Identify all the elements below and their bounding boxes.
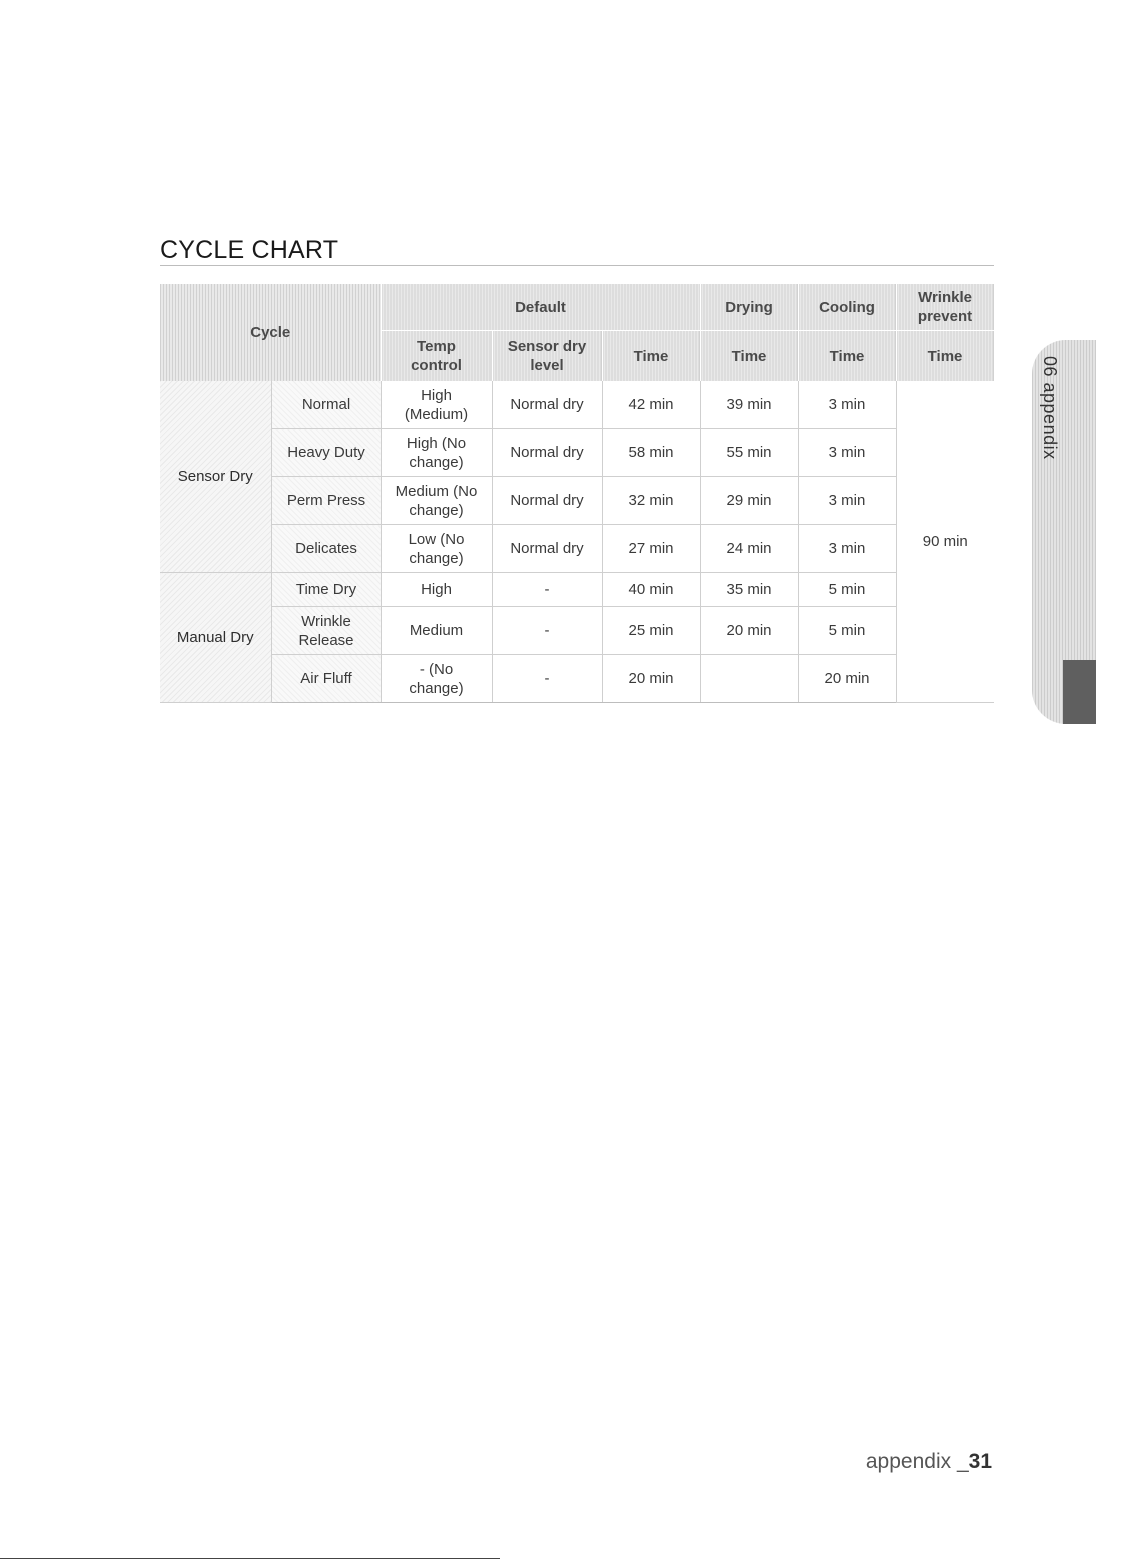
cycle-name: Perm Press bbox=[271, 477, 381, 525]
default-time: 32 min bbox=[602, 477, 700, 525]
default-time: 20 min bbox=[602, 655, 700, 703]
cooling-time: 3 min bbox=[798, 381, 896, 429]
page-title: CYCLE CHART bbox=[160, 236, 339, 264]
group-manual-dry: Manual Dry bbox=[160, 573, 271, 703]
drying-time bbox=[700, 655, 798, 703]
default-time: 25 min bbox=[602, 607, 700, 655]
drying-time: 20 min bbox=[700, 607, 798, 655]
table-row bbox=[160, 429, 994, 477]
page-number: 31 bbox=[968, 1450, 992, 1473]
default-time: 42 min bbox=[602, 381, 700, 429]
header-time-cooling: Time bbox=[798, 331, 896, 382]
cooling-time: 20 min bbox=[798, 655, 896, 703]
sensor-dry-level: - bbox=[492, 573, 602, 607]
drying-time: 39 min bbox=[700, 381, 798, 429]
side-tab-marker bbox=[1063, 660, 1096, 724]
temp-control: High bbox=[381, 573, 492, 607]
cycle-name: Delicates bbox=[271, 525, 381, 573]
drying-time: 55 min bbox=[700, 429, 798, 477]
cooling-time: 3 min bbox=[798, 477, 896, 525]
cooling-time: 5 min bbox=[798, 573, 896, 607]
cooling-time: 3 min bbox=[798, 429, 896, 477]
cycle-name: Time Dry bbox=[271, 573, 381, 607]
table-row bbox=[160, 525, 994, 573]
default-time: 27 min bbox=[602, 525, 700, 573]
cycle-name: Wrinkle Release bbox=[271, 607, 381, 655]
header-time-wrinkle: Time bbox=[896, 331, 994, 382]
group-sensor-dry: Sensor Dry bbox=[160, 381, 271, 573]
drying-time: 35 min bbox=[700, 573, 798, 607]
header-wrinkle-prevent: Wrinkle prevent bbox=[896, 284, 994, 331]
footer-rule bbox=[0, 1558, 500, 1559]
cycle-name: Normal bbox=[271, 381, 381, 429]
cycle-chart-table bbox=[160, 284, 995, 703]
header-time-drying: Time bbox=[700, 331, 798, 382]
header-time-default: Time bbox=[602, 331, 700, 382]
temp-control: High (No change) bbox=[381, 429, 492, 477]
cycle-name: Air Fluff bbox=[271, 655, 381, 703]
header-default: Default bbox=[381, 284, 700, 331]
temp-control: Medium (No change) bbox=[381, 477, 492, 525]
sensor-dry-level: - bbox=[492, 655, 602, 703]
default-time: 58 min bbox=[602, 429, 700, 477]
drying-time: 29 min bbox=[700, 477, 798, 525]
table-row bbox=[160, 607, 994, 655]
sensor-dry-level: Normal dry bbox=[492, 525, 602, 573]
wrinkle-prevent-time: 90 min bbox=[896, 381, 994, 703]
sensor-dry-level: - bbox=[492, 607, 602, 655]
header-cooling: Cooling bbox=[798, 284, 896, 331]
page-footer bbox=[866, 1450, 992, 1474]
table-row bbox=[160, 381, 994, 429]
table-row bbox=[160, 573, 994, 607]
header-drying: Drying bbox=[700, 284, 798, 331]
drying-time: 24 min bbox=[700, 525, 798, 573]
sensor-dry-level: Normal dry bbox=[492, 429, 602, 477]
footer-section: appendix _ bbox=[865, 1450, 969, 1473]
side-tab-label: 06 appendix bbox=[1040, 356, 1060, 460]
cooling-time: 5 min bbox=[798, 607, 896, 655]
temp-control: Medium bbox=[381, 607, 492, 655]
temp-control: - (No change) bbox=[381, 655, 492, 703]
header-sensor-dry-level: Sensor dry level bbox=[492, 331, 602, 382]
header-temp-control: Temp control bbox=[381, 331, 492, 382]
temp-control: High (Medium) bbox=[381, 381, 492, 429]
cycle-name: Heavy Duty bbox=[271, 429, 381, 477]
table-row bbox=[160, 655, 994, 703]
default-time: 40 min bbox=[602, 573, 700, 607]
cooling-time: 3 min bbox=[798, 525, 896, 573]
table-row bbox=[160, 477, 994, 525]
temp-control: Low (No change) bbox=[381, 525, 492, 573]
sensor-dry-level: Normal dry bbox=[492, 381, 602, 429]
header-cycle: Cycle bbox=[160, 284, 381, 381]
title-rule bbox=[160, 265, 994, 266]
sensor-dry-level: Normal dry bbox=[492, 477, 602, 525]
